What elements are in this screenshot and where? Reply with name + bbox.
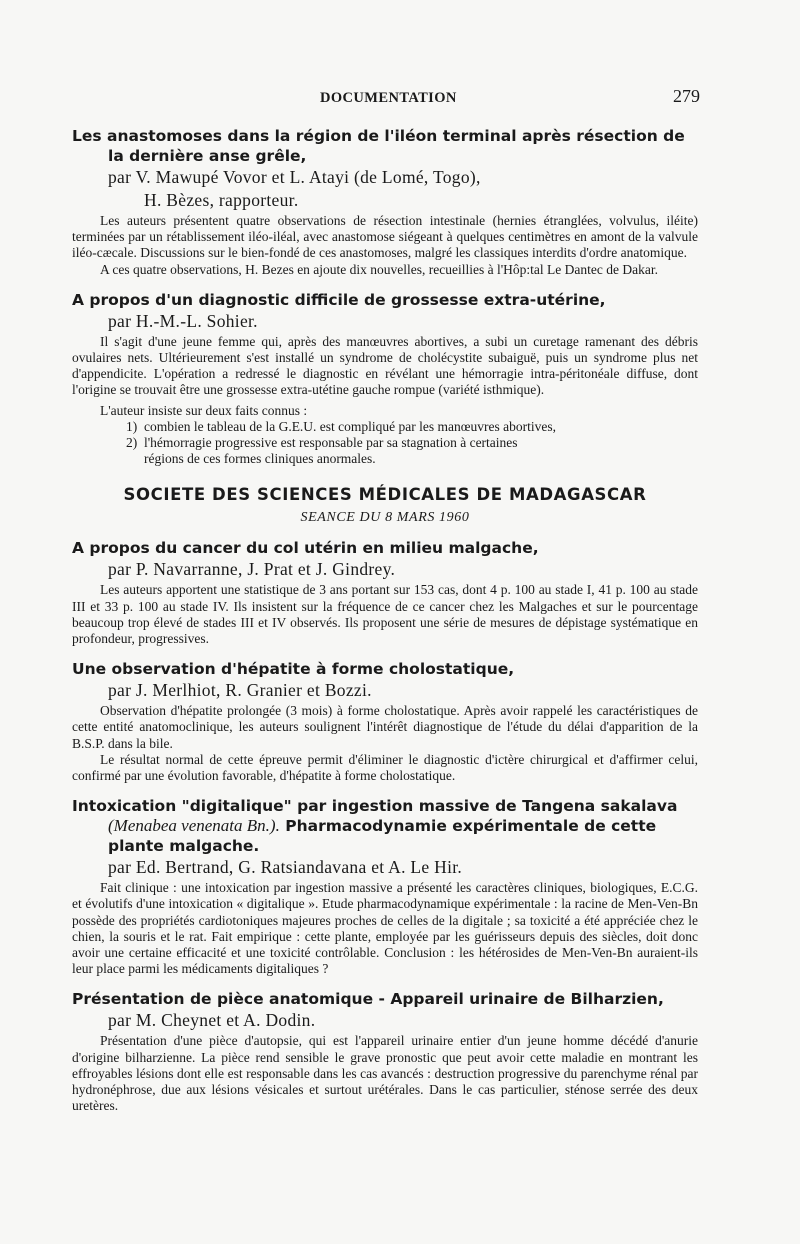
running-header [70, 88, 700, 110]
list-item [126, 435, 698, 467]
list-item-text: l'hémorragie progressive est responsable par sa stagnation à certaines [144, 435, 518, 451]
article-title [72, 126, 698, 166]
list-item-text: combien le tableau de la G.E.U. est compliqué par les manœuvres abortives, [144, 418, 556, 434]
article-byline: par Ed. Bertrand, G. Ratsiandavana et A. Le Hir. [108, 857, 463, 878]
article-rapporteur: H. Bèzes, rapporteur. [144, 190, 299, 210]
article-title-line: la dernière anse grêle, [108, 147, 307, 165]
article-paragraph: Les auteurs apportent une statistique de 3 ans portant sur 153 cas, dont 4 p. 100 au stade I, 41 p. 100 au stade III et 33 p. 100 au stade IV. Ils insistent sur la fréquence de ce cancer chez les Malgaches et sur le pourcentage beaucoup trop élevé de stades III et IV observés. Ils proposent une série de mesures de dépistage systématique en profondeur, progressives. [72, 582, 698, 647]
article-list [72, 419, 698, 468]
article-cancer-col [72, 538, 698, 647]
article-grossesse [72, 290, 698, 468]
article-byline: par J. Merlhiot, R. Granier et Bozzi. [108, 680, 372, 701]
article-byline: par V. Mawupé Vovor et L. Atayi (de Lomé, Togo), [108, 167, 481, 187]
list-item [126, 419, 698, 435]
article-paragraph: A ces quatre observations, H. Bezes en ajoute dix nouvelles, recueillies à l'Hôp:tal Le Dantec de Dakar. [100, 261, 658, 277]
list-item-number: 2) [126, 435, 138, 451]
society-title: SOCIETE DES SCIENCES MÉDICALES DE MADAGASCAR [123, 485, 647, 505]
article-byline: par M. Cheynet et A. Dodin. [108, 1010, 316, 1031]
society-section-header [72, 485, 698, 526]
page-content [72, 126, 698, 1115]
article-title [72, 796, 698, 856]
article-byline: par P. Navarranne, J. Prat et J. Gindrey. [108, 559, 396, 580]
article-paragraph: Le résultat normal de cette épreuve permit d'éliminer le diagnostic d'ictère chirurgical et d'affirmer celui, confirmé par une évolution favorable, d'hépatite à forme cholostatique. [72, 751, 698, 784]
article-title-line: plante malgache. [108, 837, 260, 856]
article-title-line: Les anastomoses dans la région de l'iléon terminal après résection de [72, 127, 685, 145]
article-paragraph: L'auteur insiste sur deux faits connus : [100, 402, 308, 418]
page-number: 279 [673, 86, 700, 106]
article-title-italic: (Menabea venenata Bn.). [108, 816, 280, 836]
seance-date: SEANCE DU 8 MARS 1960 [300, 510, 470, 526]
article-title: A propos du cancer du col utérin en milieu malgache, [72, 539, 539, 558]
list-item-continuation: régions de ces formes cliniques anormales. [144, 451, 376, 467]
article-paragraph: Il s'agit d'une jeune femme qui, après des manœuvres abortives, a subi un curetage ramenant des débris ovulaires nets. Ultérieurement s'est installé un syndrome de cholécystite subaiguë, puis un syndrome plus net d'appendicite. L'opération a redressé le diagnostic en révélant une hémorragie intra-péritonéale diffuse, dont l'origine se trouvait être une grossesse extra-utétine gauche rompue (variété isthmique). [72, 333, 698, 398]
article-paragraph: Observation d'hépatite prolongée (3 mois) à forme cholostatique. Après avoir rappelé les caractéristiques de cette entité anatomoclinique, les auteurs soulignent l'intérêt diagnostique de l'étude du délai d'apparition de la B.S.P. dans la bile. [72, 703, 698, 751]
article-intoxication [72, 796, 698, 977]
article-paragraph: Les auteurs présentent quatre observations de résection intestinale (hernies étranglées, volvulus, iléite) terminées par un rétablissement iléo-iléal, avec anastomose siégeant à quelques centimètres en amont de la valvule iléo-cæcale. Discussions sur le bien-fondé de ces anastomoses, malgré les classiques interdits d'ordre anatomique. [72, 213, 698, 261]
article-bilharzien [72, 989, 698, 1114]
article-title-line: Intoxication "digitalique" par ingestion massive de Tangena sakalava [72, 797, 678, 816]
article-title-line [72, 816, 698, 836]
article-hepatite [72, 659, 698, 784]
list-item-number: 1) [126, 418, 138, 434]
article-title: Présentation de pièce anatomique - Appareil urinaire de Bilharzien, [72, 990, 664, 1009]
article-title: A propos d'un diagnostic difficile de grossesse extra-utérine, [72, 290, 606, 309]
article-paragraph: Présentation d'une pièce d'autopsie, qui est l'appareil urinaire entier d'un jeune homme décédé d'anurie d'origine bilharzienne. La pièce rend sensible le grave pronostic que peut avoir cette maladie en montrant les effroyables lésions dont elle est responsable dans les cas avancés : destruction progressive du parenchyme rénal par hydronéphrose, due aux lésions vésicales et surtout urétérales. Dans le cas particulier, sténose serrée des deux uretères. [72, 1033, 698, 1114]
article-anastomoses [72, 126, 698, 278]
article-byline: par H.-M.-L. Sohier. [108, 310, 258, 331]
article-title: Une observation d'hépatite à forme cholostatique, [72, 660, 515, 679]
running-title: DOCUMENTATION [320, 90, 457, 106]
article-title-rest: Pharmacodynamie expérimentale de cette [279, 817, 657, 836]
article-paragraph: Fait clinique : une intoxication par ingestion massive a présenté les caractères cliniques, biologiques, E.C.G. et évolutifs d'une intoxication « digitalique ». Etude pharmacodynamique expérimentale : la racine de Men-Ven-Bn possède des propriétés cardiotoniques majeures proches de celles de la digitale ; sa toxicité a été appréciée chez le chien, la souris et le rat. Fait empirique : cette plante, employée par les guérisseurs depuis des siècles, doit donc avoir une certaine efficacité et une toxicité contrôlable. Conclusion : les hétérosides de Men-Ven-Bn auraient-ils leur place parmi les médicaments digitaliques ? [72, 880, 698, 977]
